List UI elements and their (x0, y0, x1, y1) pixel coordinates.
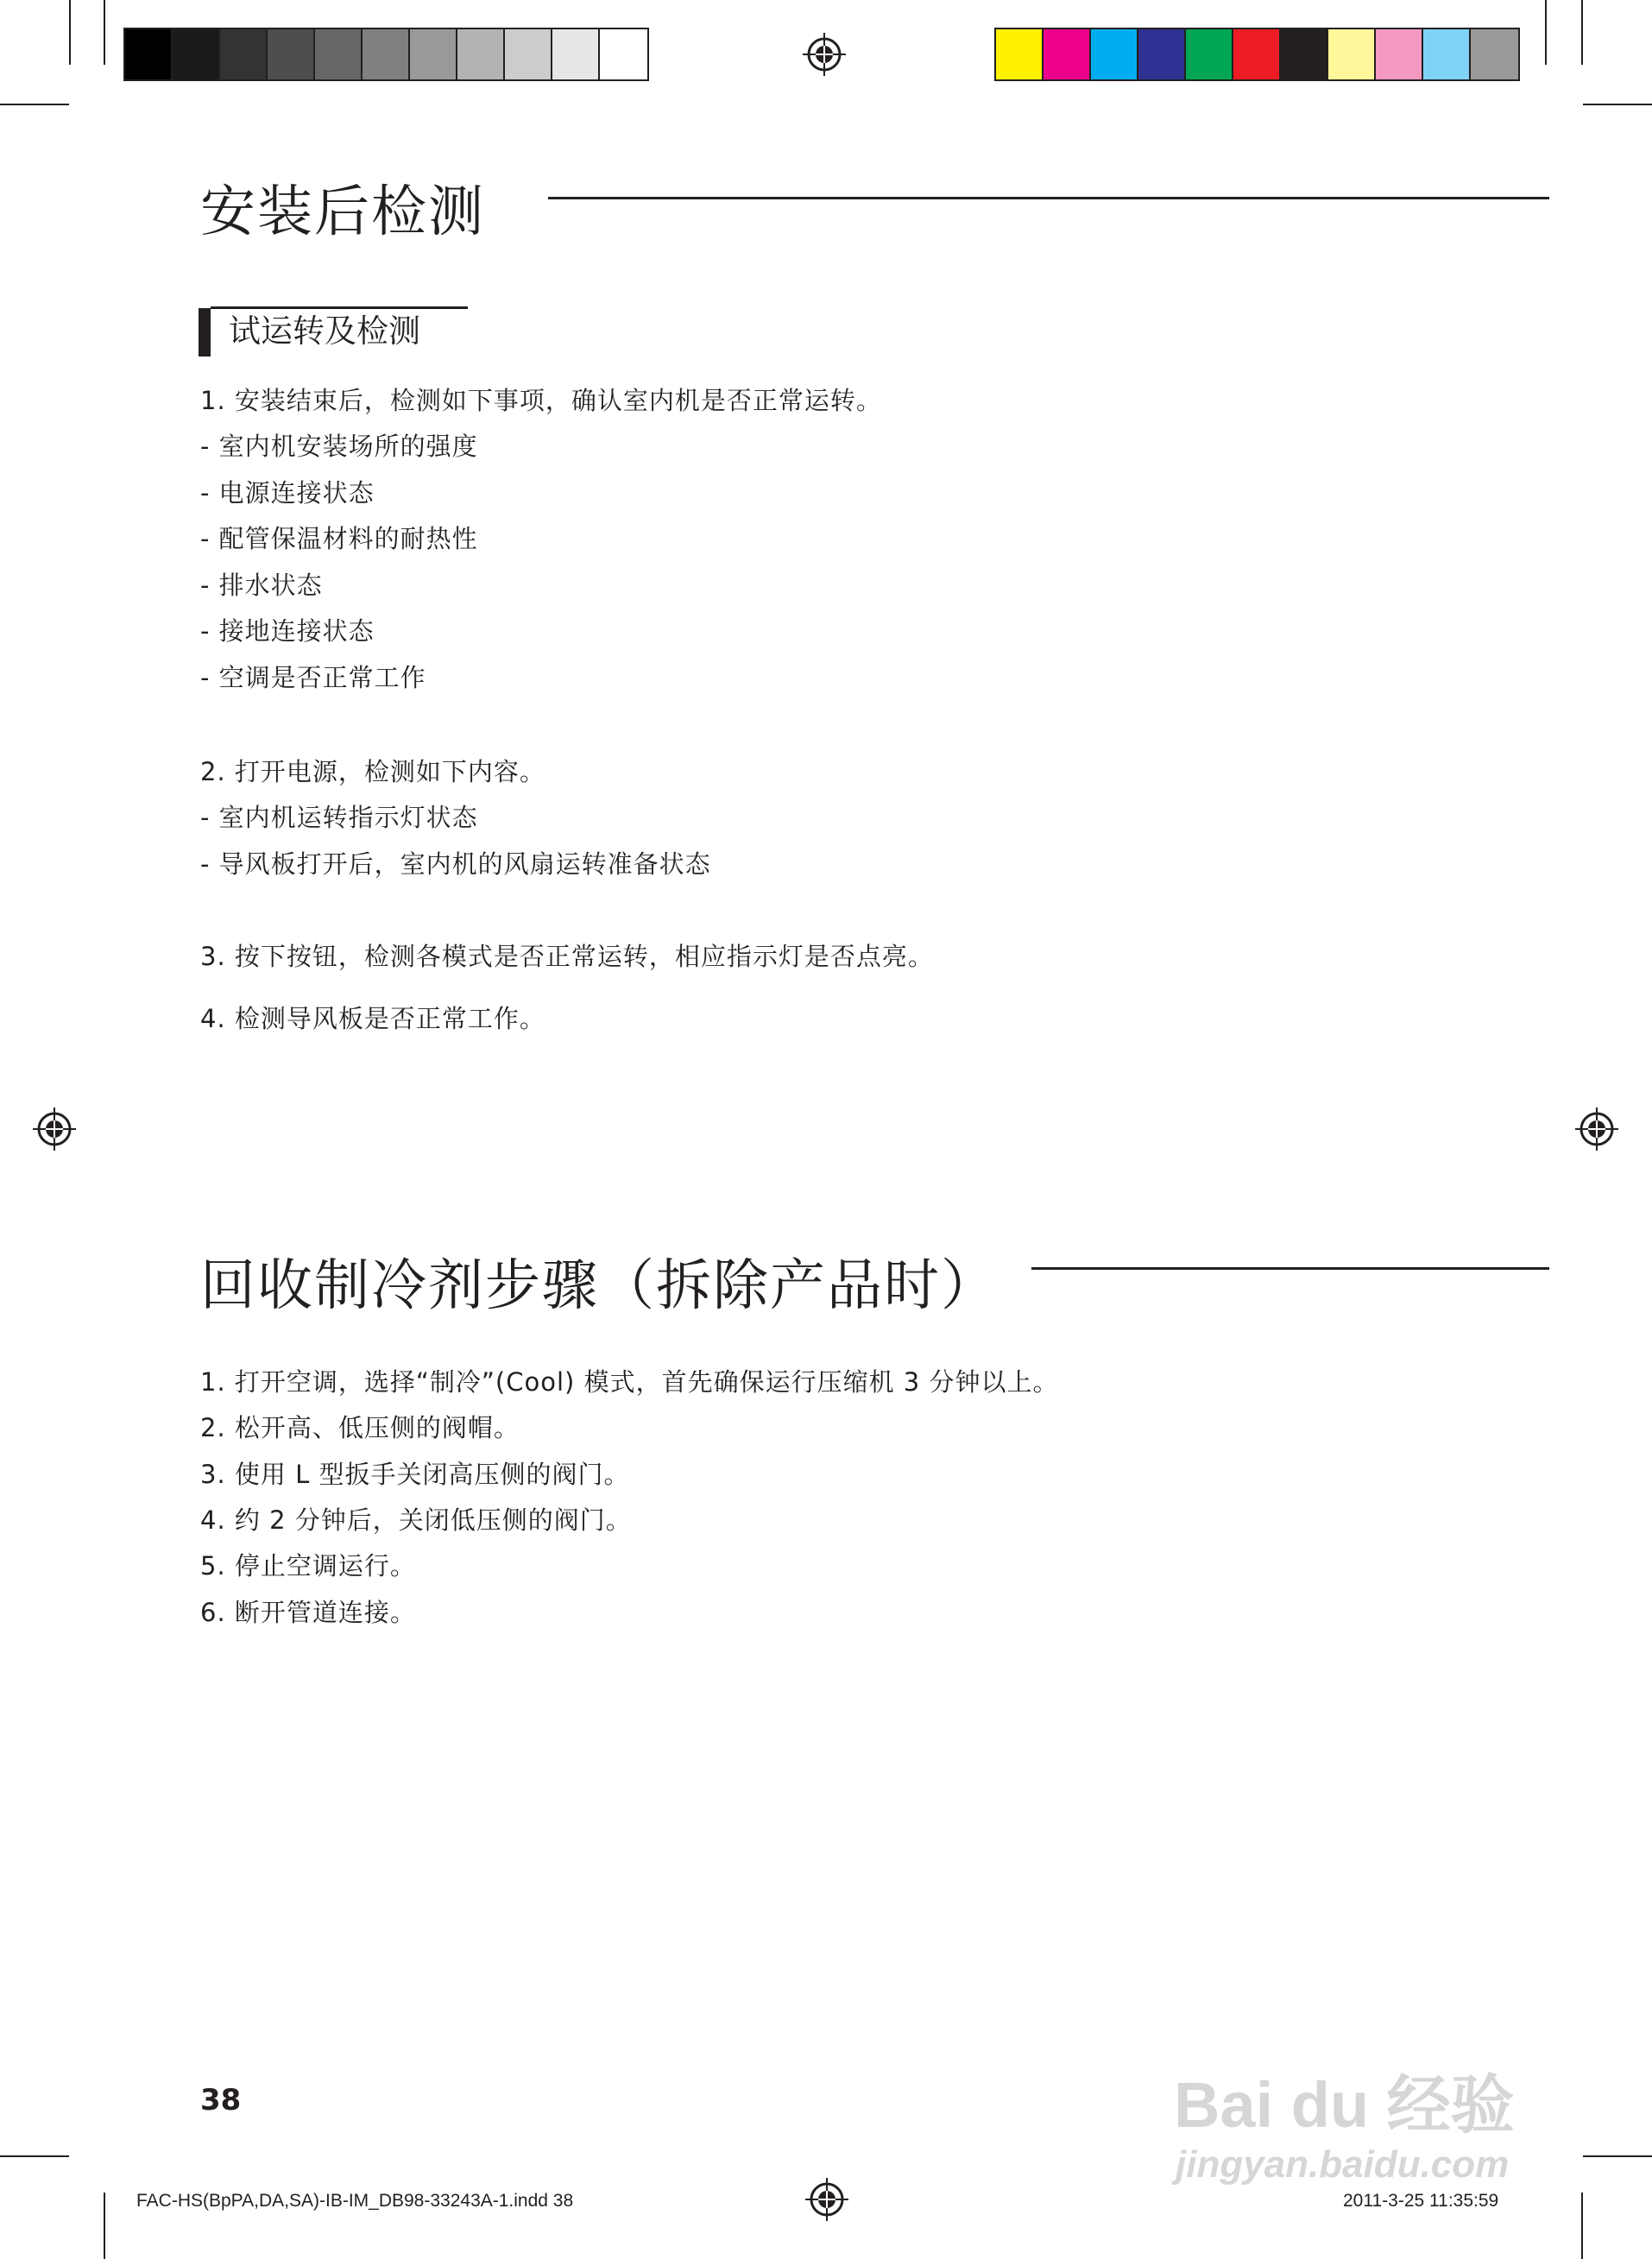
page-number: 38 (200, 2083, 242, 2117)
gray-swatch (552, 29, 600, 79)
gray-swatch (125, 29, 173, 79)
gray-swatch (315, 29, 363, 79)
process-color-bar (994, 28, 1520, 81)
color-swatch (1091, 29, 1138, 79)
crop-mark (69, 0, 71, 65)
crop-mark (1583, 104, 1652, 105)
gray-swatch (173, 29, 220, 79)
file-slug: FAC-HS(BpPA,DA,SA)-IB-IM_DB98-33243A-1.indd 38 (136, 2191, 574, 2211)
registration-mark-icon (805, 2178, 848, 2221)
list-item: - 空调是否正常工作 (200, 663, 426, 692)
watermark-url: jingyan.baidu.com (1176, 2143, 1510, 2186)
gray-swatch (268, 29, 315, 79)
crop-mark (0, 2155, 69, 2157)
color-swatch (1281, 29, 1328, 79)
registration-mark-icon (33, 1107, 76, 1151)
color-swatch (1138, 29, 1186, 79)
list-item: - 电源连接状态 (200, 478, 375, 508)
grayscale-color-bar (123, 28, 649, 81)
list-item: 2. 打开电源，检测如下内容。 (200, 757, 545, 786)
registration-mark-icon (1575, 1107, 1618, 1151)
list-item: - 排水状态 (200, 571, 323, 600)
gray-swatch (363, 29, 410, 79)
crop-mark (104, 0, 105, 65)
list-item: 4. 检测导风板是否正常工作。 (200, 1004, 545, 1033)
gray-swatch (410, 29, 457, 79)
color-swatch (1044, 29, 1091, 79)
subhead-marker (199, 308, 211, 357)
list-item: 4. 约 2 分钟后，关闭低压侧的阀门。 (200, 1505, 632, 1535)
list-item: 3. 使用 L 型扳手关闭高压侧的阀门。 (200, 1460, 630, 1489)
list-item: - 室内机运转指示灯状态 (200, 803, 478, 832)
crop-mark (104, 2193, 105, 2259)
subhead-rule (211, 306, 468, 309)
gray-swatch (600, 29, 647, 79)
list-item: 1. 安装结束后，检测如下事项，确认室内机是否正常运转。 (200, 386, 882, 415)
list-item: 3. 按下按钮，检测各模式是否正常运转，相应指示灯是否点亮。 (200, 942, 934, 971)
color-swatch (1471, 29, 1518, 79)
list-item: 6. 断开管道连接。 (200, 1598, 416, 1627)
color-swatch (1423, 29, 1471, 79)
gray-swatch (505, 29, 552, 79)
crop-mark (1581, 2193, 1583, 2259)
color-swatch (1233, 29, 1281, 79)
list-item: 5. 停止空调运行。 (200, 1551, 416, 1581)
title-rule (1031, 1267, 1549, 1270)
registration-mark-icon (803, 33, 846, 76)
list-item: - 导风板打开后，室内机的风扇运转准备状态 (200, 849, 711, 879)
color-swatch (1186, 29, 1233, 79)
baidu-watermark-logo (1174, 2054, 1515, 2146)
crop-mark (1545, 0, 1547, 65)
list-item: - 配管保温材料的耐热性 (200, 524, 478, 553)
section-title: 回收制冷剂步骤（拆除产品时） (200, 1254, 998, 1318)
gray-swatch (457, 29, 505, 79)
section-title: 安装后检测 (200, 180, 485, 244)
list-item: - 接地连接状态 (200, 616, 375, 646)
crop-mark (0, 104, 69, 105)
color-swatch (1376, 29, 1423, 79)
timestamp: 2011-3-25 11:35:59 (1343, 2191, 1499, 2211)
list-item: - 室内机安装场所的强度 (200, 432, 478, 461)
crop-mark (1583, 2155, 1652, 2157)
color-swatch (1328, 29, 1376, 79)
watermark-brand: Bai du 经验 (1174, 2069, 1515, 2141)
list-item: 1. 打开空调，选择“制冷”(Cool) 模式，首先确保运行压缩机 3 分钟以上。 (200, 1367, 1059, 1397)
gray-swatch (220, 29, 268, 79)
list-item: 2. 松开高、低压侧的阀帽。 (200, 1413, 520, 1442)
title-rule (548, 197, 1549, 199)
color-swatch (996, 29, 1044, 79)
crop-mark (1581, 0, 1583, 65)
subsection-title: 试运转及检测 (229, 312, 420, 350)
